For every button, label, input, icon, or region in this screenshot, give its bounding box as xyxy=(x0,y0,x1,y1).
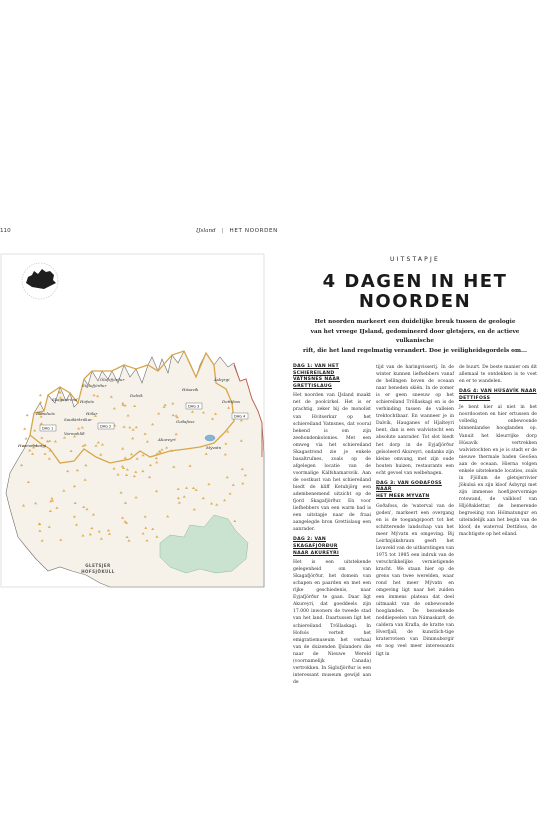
text-column-2 xyxy=(376,364,454,662)
paragraph: Goðafoss, de 'waterval van de goden', markeert een overgang en is de toegangspoort tot het schitterende landschap van het meer Mývatn en omgeving. Bij Leirhnjúkshraun geeft het lavaveld van de uitbarstingen van 1975 tot 1985 een indruk van de verschrikkelijke vernietigende kracht. We staan hier op de grens van twee werelden, waar rond het meer Mývatn en omgeving ligt naar het zuiden een immens plateau dat deel uitmaakt van de onbewoonde hooglanden. De bezoekende noddiepoelen van Námaskarð, de caldera van Krafla, de kratte van Hverfjall, de kunstlich-tige kraterrotsen van Dimmuborgir en nog veel meer interessants ligt in xyxy=(376,503,454,657)
lede-line-1: Het noorden markeert een duidelijke breuk tussen de geologie xyxy=(314,319,516,325)
route-map-svg xyxy=(0,253,265,588)
glacier-label-1: GLETSJER xyxy=(85,563,111,568)
lede xyxy=(292,318,538,357)
paragraph: de buurt. De beste manier om dit allemaal te ontdekken is te voet en er te wandelen. xyxy=(459,365,537,385)
map-label-siglufjordur: Siglufjörður xyxy=(82,383,107,388)
map-label-blonduos: Blönduós xyxy=(36,411,55,416)
map-label-godafoss: Goðafoss xyxy=(176,419,195,424)
section-heading-line: DAG 3: VAN GOÐAFOSS NAAR xyxy=(376,480,442,493)
section-heading-line: HET MEER MÝVATN xyxy=(376,493,430,499)
lede-line-3: rift, die het land regelmatig verandert. Doe je veiligheidsgordels om... xyxy=(303,348,527,355)
section-heading xyxy=(293,537,371,557)
glacier-label-2: HOFSJÖKULL xyxy=(81,569,115,574)
page-number: 110 xyxy=(0,228,11,234)
kicker: UITSTAPJE xyxy=(390,256,440,263)
section-heading-line: VATNSNES NAAR GRETTISLAUG xyxy=(293,377,341,389)
map-label-asbyrgi: Ásbyrgi xyxy=(214,377,230,382)
map-label-akureyri: Akureyri xyxy=(158,437,176,442)
page-title-line-1: 4 DAGEN IN HET xyxy=(322,271,508,292)
running-header xyxy=(196,228,278,234)
section-heading-line: DAG 2: VAN SKAGAFJÖRÐUR xyxy=(293,537,338,549)
section-heading xyxy=(376,481,454,501)
map-label-husavik: Húsavík xyxy=(182,387,199,392)
paragraph: Het noorden van IJsland maakt net de poolcirkel. Het is er prachtig, zeker bij de monolist van Hvitserkur op het schiereiland Vatnsnes, dat vooral bekend is om zijn zeehondenkolonies. Met een omweg via het schiereiland Skagastrond zie je enkele basaltruïnes, zoals op de afgelegen locatie van de voormalige Kálfshamarsvík. Aan de oostkust van het schiereiland biedt de kliff Ketubjörg een adembenemend uitzicht op de fjord Skagafjörður. En voor liefhebbers van een warm bad is een uitstapje naar de fraai aangelegde bron Grettislaug een aanrader. xyxy=(293,393,371,533)
day-tag-2: DAG 2 xyxy=(100,424,112,429)
text-column-1 xyxy=(293,364,371,690)
lake-myvatn xyxy=(205,435,215,441)
map-label-holar: Hólar xyxy=(86,411,98,416)
lede-line-2: van het vroege IJsland, gedomineerd door gletsjers, en de actieve vulkanische xyxy=(310,328,520,345)
map-label-olafsfjordur: Ólafsfjörður xyxy=(100,377,125,382)
section-heading-line: DAG 4: VAN HÚSAVÍK NAAR xyxy=(459,389,537,395)
map-label-hofsos: Hofsós xyxy=(80,399,94,404)
map-label-saudarkrokur: Sauðárkrókur xyxy=(64,417,93,422)
section-heading-line: NAAR AKUREYRI xyxy=(293,550,340,556)
running-header-section: HET NOORDEN xyxy=(229,228,278,234)
section-heading xyxy=(293,364,371,390)
section-heading-line: DETTIFOSS xyxy=(459,395,491,401)
day-tag-1: DAG 1 xyxy=(42,426,54,431)
paragraph: Je bent hier al niet in het noordoosten en hier ertussen de volledig onbewoonde binnenlandse hooglanden op. Vanuit het kleurrijke dorp Húsavík vertrekken walvistochten en je is stadt er de nieuwe thermale baden GeoSea aan de oceaan. Hierna volgen enkele uitstekende locaties, zoals in Fjöllum de gletsjerrivier Jökulsá en zijn kloof Ásbyrgi met zijn immense hoefijzervormige rotswand, de valkloof van Hljóðaklettar, de bemerende begroeiing van Hólmatungur en uiteindelijk aan het begin van de kloof, de waterval Dettifoss, de machtigste op het eiland. xyxy=(459,405,537,538)
paragraph: tijd van de haringvisserij. In de winter kunnen liefhebbers vanaf de hellingen boven de oceaan naar beneden skiën. In de zomer is er geen sneeuw op het schiereiland Tröllaskagi en is de verbinding tussen de valleien trektochtbaar. En wanneer je in Dalvík, Hauganes of Hjalteyri bent, dan is een walvistocht een absolute aanrader. Tot slot biedt het dorp in de Eyjafjörður geïsoleerd Akureyri, ondanks zijn kleine omvang, met zijn oude houten huizen, restaurants een echt gevoel van welbehagen. xyxy=(376,365,454,476)
map-label-dalvik: Dalvík xyxy=(130,393,143,398)
page-title xyxy=(280,272,550,312)
map-label-varmahlid: Varmahlíð xyxy=(64,431,85,436)
map-label-hvammstangi: Hvammstangi xyxy=(18,443,47,448)
map-label-skagastrond: Skagaströnd xyxy=(52,397,78,402)
map-label-myvatn: Mývatn xyxy=(206,445,222,450)
text-column-3 xyxy=(459,364,537,542)
page-title-line-2: NOORDEN xyxy=(358,291,472,312)
section-heading-line: DAG 1: VAN HET SCHIEREILAND xyxy=(293,364,339,376)
paragraph: Het is een uitstekende gelegenheid om van Skagafjörður, het domein van schapen en paarden en met een rijke geschiedenis, naar Eyjafjörður te gaan. Daar ligt Akureyri, dat goeddeels zijn 17.000 inwoners de tweede stad van het land. Daartussen ligt het schiereiland Tröllaskagi. In Hofsós vertelt het emigratiemuseum het verhaal van de duizenden IJslanders die naar de Nieuwe Wereld (voornamelijk Canada) vertrokken. In Siglufjörður is een interessant museum gewijd aan de xyxy=(293,560,371,685)
section-heading xyxy=(459,389,537,402)
route-map xyxy=(0,253,265,588)
map-label-dettifoss: Dettifoss xyxy=(222,399,241,404)
header-divider: | xyxy=(221,228,224,234)
running-header-country: IJsland xyxy=(196,228,216,234)
day-tag-3: DAG 3 xyxy=(188,404,200,409)
day-tag-4: DAG 4 xyxy=(234,414,246,419)
